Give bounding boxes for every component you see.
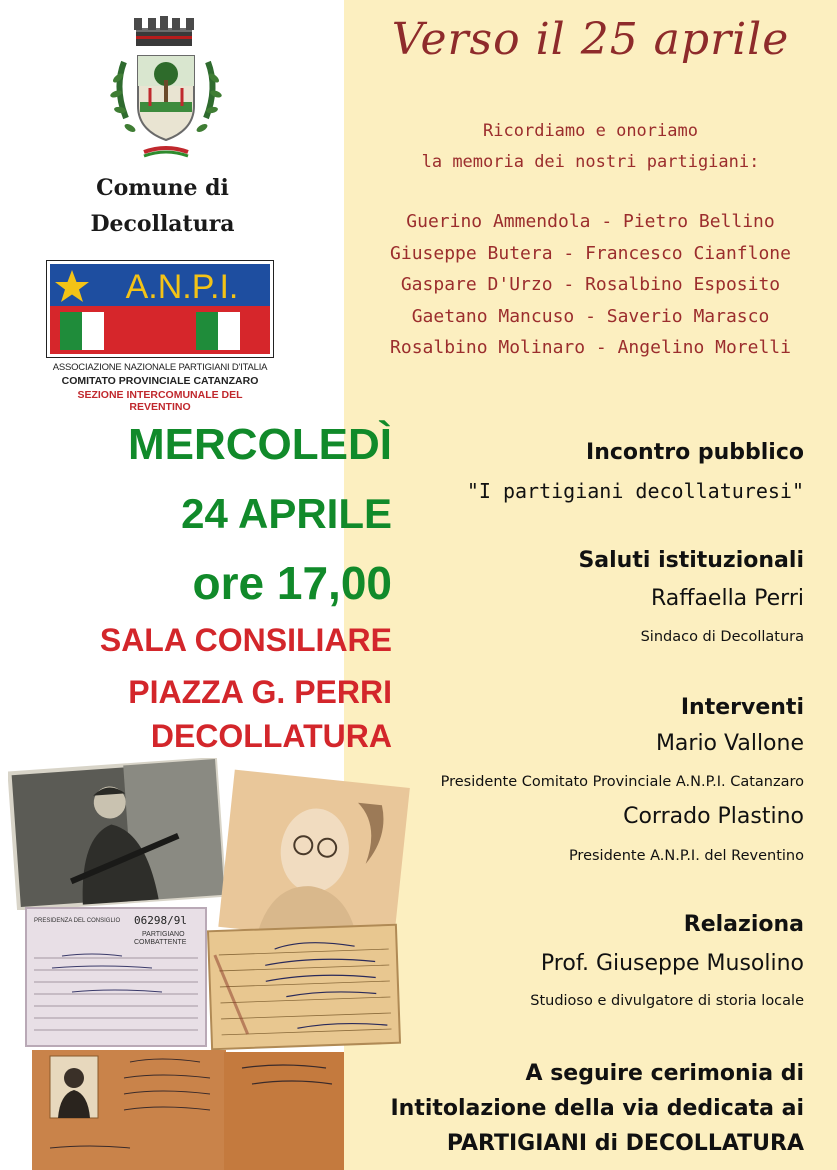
partisan-id-card — [22, 904, 210, 1050]
coat-of-arms-icon — [104, 48, 228, 168]
card-header: PRESIDENZA DEL CONSIGLIO — [34, 918, 121, 924]
speaker2-role: Presidente A.N.P.I. del Reventino — [568, 848, 804, 864]
saluti-role: Sindaco di Decollatura — [640, 629, 804, 645]
anpi-section: SEZIONE INTERCOMUNALE DEL REVENTINO — [77, 389, 243, 413]
incontro-heading: Incontro pubblico — [586, 440, 804, 465]
partisan-booklet-photo — [30, 1048, 228, 1170]
saluti-name: Raffaella Perri — [651, 586, 804, 611]
speaker1-role: Presidente Comitato Provinciale A.N.P.I. Catanzaro — [440, 774, 804, 790]
crown-icon — [132, 14, 196, 50]
partisan-list — [344, 206, 837, 364]
comune-line2: Decollatura — [90, 211, 235, 237]
saluti-heading: Saluti istituzionali — [578, 548, 804, 573]
partisan-certificate — [206, 922, 402, 1052]
event-day: MERCOLEDÌ — [128, 420, 392, 469]
comune-line1: Comune di — [96, 175, 229, 201]
event-town: DECOLLATURA — [150, 718, 392, 754]
closing-text — [390, 1056, 804, 1161]
speaker1-name: Mario Vallone — [655, 731, 804, 756]
speaker2-name: Corrado Plastino — [623, 804, 804, 829]
partisan-booklet-page — [222, 1050, 346, 1170]
partisan-row: Gaspare D'Urzo - Rosalbino Esposito — [400, 274, 781, 295]
closing-line3: PARTIGIANI di DECOLLATURA — [446, 1131, 804, 1156]
intro-line2: la memoria dei nostri partigiani: — [421, 152, 760, 172]
comune-name — [60, 170, 265, 242]
event-time: ore 17,00 — [192, 557, 392, 609]
card-title2: COMBATTENTE — [134, 939, 187, 946]
anpi-association-name: ASSOCIAZIONE NAZIONALE PARTIGIANI D'ITALIA — [52, 362, 268, 373]
interventi-heading: Interventi — [680, 695, 804, 720]
portrait-photo — [206, 768, 414, 948]
poster-title: Verso il 25 aprile — [391, 14, 790, 65]
anpi-logo — [46, 260, 274, 358]
anpi-committee: COMITATO PROVINCIALE CATANZARO — [61, 375, 259, 387]
partisan-row: Guerino Ammendola - Pietro Bellino — [406, 211, 775, 232]
event-date: 24 APRILE — [181, 490, 392, 537]
closing-line2: Intitolazione della via dedicata ai — [390, 1096, 804, 1121]
partisan-soldier-photo — [8, 758, 228, 910]
partisan-row: Giuseppe Butera - Francesco Cianflone — [390, 242, 791, 264]
anpi-logo-text: A.N.P.I. — [125, 268, 239, 306]
relaziona-heading: Relaziona — [683, 912, 804, 937]
closing-line1: A seguire cerimonia di — [525, 1061, 804, 1086]
event-venue: SALA CONSILIARE — [99, 622, 392, 658]
relatore-name: Prof. Giuseppe Musolino — [540, 951, 804, 976]
event-address: PIAZZA G. PERRI — [128, 674, 392, 710]
relatore-role: Studioso e divulgatore di storia locale — [530, 993, 804, 1009]
intro-line1: Ricordiamo e onoriamo — [483, 121, 698, 141]
intro-text — [344, 116, 837, 178]
card-title1: PARTIGIANO — [142, 931, 185, 938]
partisan-row: Gaetano Mancuso - Saverio Marasco — [411, 305, 770, 327]
card-number: 06298/9l — [134, 914, 187, 927]
partisan-row: Rosalbino Molinaro - Angelino Morelli — [390, 337, 791, 358]
incontro-title: "I partigiani decollaturesi" — [466, 479, 804, 503]
